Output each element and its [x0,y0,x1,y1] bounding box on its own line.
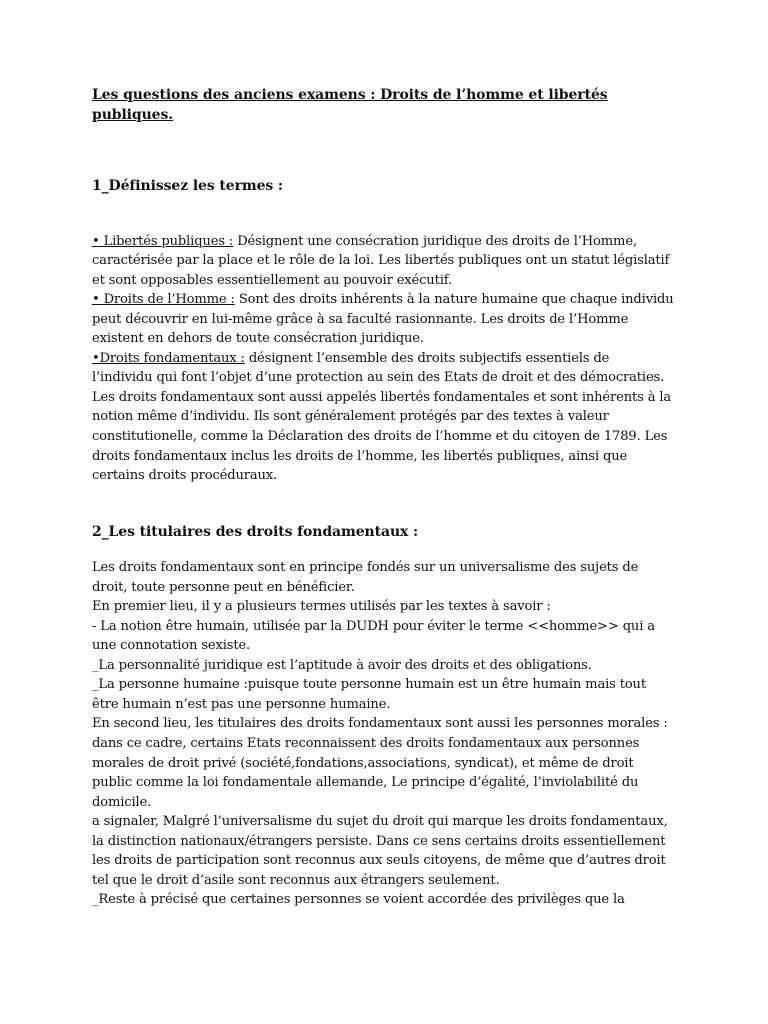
paragraph-line: morales de droit privé (société,fondations,associations, syndicat), et même de droit [92,755,634,771]
paragraph-line: les droits de participation sont reconnus aux seuls citoyens, de même que d’autres droit [92,853,666,869]
definition-term: •Droits fondamentaux : [92,350,245,366]
definition-line: Les droits fondamentaux sont aussi appelés libertés fondamentales et sont inhérents à la [92,389,672,405]
definition-term: • Libertés publiques : [92,233,234,249]
paragraph-line: _Reste à précisé que certaines personnes se voient accordée des privilèges que la [92,892,625,908]
definition-line: l’individu qui font l’objet d’une protection au sein des Etats de droit et des démocraties. [92,370,665,386]
definition-line: peut découvrir en lui-même grâce à sa faculté rasionnante. Les droits de l’Homme [92,311,629,327]
definition-text: Sont des droits inhérents à la nature humaine que chaque individu [234,292,674,308]
definition-droits-homme-first-line [92,290,692,310]
title-line: Les questions des anciens examens : Droits de l’homme et libertés [92,87,608,103]
paragraph-line: dans ce cadre, certains Etats reconnaissent des droits fondamentaux aux personnes [92,736,640,752]
paragraph-line: _La personnalité juridique est l’aptitude à avoir des droits et des obligations. [92,657,592,673]
paragraph-line: être humain n’est pas une personne humaine. [92,696,391,712]
paragraph-line: tel que le droit d’asile sont reconnus aux étrangers seulement. [92,872,500,888]
paragraph-line: Les droits fondamentaux sont en principe fondés sur un universalisme des sujets de [92,560,639,576]
definition-text: Désignent une consécration juridique des droits de l’Homme, [233,233,637,249]
paragraph-line: la distinction nationaux/étrangers persiste. Dans ce sens certains droits essentiellement [92,833,666,849]
document-page [92,86,692,910]
section2-body [92,558,692,910]
paragraph-line: a signaler, Malgré l’universalisme du sujet du droit qui marque les droits fondamentaux, [92,814,668,830]
definition-line: notion même d’individu. Ils sont généralement protégés par des textes à valeur [92,409,609,425]
definition-droits-fondamentaux-first-line [92,349,692,369]
paragraph-line: une connotation sexiste. [92,638,251,654]
paragraph-line: droit, toute personne peut en bénéficier. [92,579,355,595]
section1-heading: 1_Définissez les termes : [92,178,283,194]
definition-line: droits fondamentaux inclus les droits de l’homme, les libertés publiques, ainsi que [92,448,628,464]
definition-line: certains droits procéduraux. [92,468,278,484]
definition-line: caractérisée par la place et le rôle de la loi. Les libertés publiques ont un statut législatif [92,253,670,269]
paragraph-line: public comme la loi fondamentale allemande, Le principe d’égalité, l’inviolabilité du [92,775,639,791]
document-title [92,86,692,125]
definition-libertes-publiques-first-line [92,232,692,252]
definition-line: existent en dehors de toute consécration juridique. [92,331,424,347]
paragraph-line: _La personne humaine :puisque toute personne humain est un être humain mais tout [92,677,646,693]
title-line: publiques. [92,106,174,123]
definition-line: et sont opposables essentiellement au pouvoir exécutif. [92,272,452,288]
definition-line: constitutionelle, comme la Déclaration des droits de l’homme et du citoyen de 1789. Les [92,428,668,444]
definition-term: • Droits de l’Homme : [92,292,235,308]
paragraph-line: En premier lieu, il y a plusieurs termes utilisés par les textes à savoir : [92,599,551,615]
definition-text: désignent l’ensemble des droits subjectifs essentiels de [244,350,610,366]
section2-heading: 2_Les titulaires des droits fondamentaux : [92,523,419,540]
paragraph-line: domicile. [92,794,152,810]
paragraph-line: - La notion être humain, utilisée par la DUDH pour éviter le terme <<homme>> qui a [92,618,655,634]
definitions-block [92,232,692,486]
paragraph-line: En second lieu, les titulaires des droits fondamentaux sont aussi les personnes morales : [92,716,668,732]
